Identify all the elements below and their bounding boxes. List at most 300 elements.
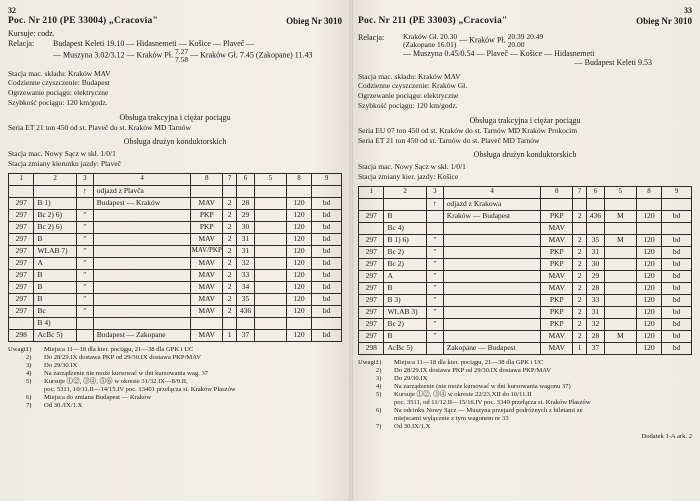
right-rh-blank-3 [541,198,573,210]
cell-c6: 2 [223,209,237,221]
cell-c7: 30 [586,258,604,270]
right-col-num-8a: 8 [541,186,573,198]
cell-c5: MAV [191,257,223,269]
cell-c7: 28 [586,282,604,294]
cell-c4 [93,317,191,329]
cell-c5: PKP [541,318,573,330]
cell-c5: MAV [191,197,223,209]
cell-c1 [9,317,34,329]
left-uwagi-n-3: 4) [26,369,32,377]
right-uwagi-n-5 [376,399,394,407]
cell-c8: M [604,234,636,246]
cell-c6: 2 [573,282,587,294]
table-row [359,210,692,222]
cell-c10: bd [662,306,692,318]
cell-c2: A [384,270,426,282]
cell-c4: Budapest — Kraków [93,197,191,209]
left-info-0: Stacja mac. składu: Kraków MAV [8,68,111,78]
cell-c3: " [426,258,443,270]
cell-c8 [604,306,636,318]
cell-c2: B [34,293,76,305]
cell-c6: 2 [223,269,237,281]
cell-c3 [426,210,443,222]
cell-c6: 2 [573,210,587,222]
cell-c10: bd [312,305,342,317]
cell-c7: 33 [236,269,254,281]
cell-c5: MAV [191,329,223,341]
cell-c10: bd [312,197,342,209]
left-column-number-row [9,173,342,185]
cell-c4 [93,221,191,233]
right-relacja-times [508,33,544,49]
right-uwagi-t-3: Na zarządzenie (nie może kursować w dni kursowania wagonu 37) [394,382,571,390]
cell-c7: 28 [586,330,604,342]
left-info-block [8,69,342,107]
cell-c10: bd [312,281,342,293]
cell-c2: B 3) [384,294,426,306]
cell-c7: 436 [236,305,254,317]
cell-c4 [443,294,541,306]
cell-c1: 297 [9,257,34,269]
cell-c9: 120 [286,257,311,269]
right-info-3: Szybkość pociągu: 120 km/godz. [358,100,458,110]
cell-c8 [254,209,286,221]
table-row [9,209,342,221]
cell-c2: B 4) [34,317,76,329]
cell-c9: 120 [636,294,661,306]
cell-c3 [426,222,443,234]
cell-c6: 2 [573,258,587,270]
left-train-title: Poc. Nr 210 (PE 33004) „Cracovia" [8,16,158,26]
cell-c1: 297 [9,245,34,257]
cell-c6 [223,317,237,329]
right-uwagi-t-7: miejscami wyłącznie z tym wagonem nr 33 [394,414,509,422]
cell-c6: 2 [573,246,587,258]
right-relacja-krakow-gl: Kraków Gł. 20.30 [403,32,458,41]
cell-c10: bd [662,270,692,282]
cell-c4 [93,281,191,293]
cell-c9: 120 [636,318,661,330]
right-header [358,16,692,26]
cell-c10: bd [312,269,342,281]
cell-c10 [312,317,342,329]
cell-c7: 37 [586,342,604,354]
cell-c5: MAV [541,270,573,282]
cell-c9: 120 [636,246,661,258]
right-rh-blank-7 [636,198,661,210]
cell-c5: MAV [191,269,223,281]
cell-c8: M [604,330,636,342]
table-row [9,245,342,257]
cell-c8 [604,294,636,306]
left-relacja-main: Budapest Keleti 19.10 — Hidasnemeti — Košice — Plaveč — [53,39,255,48]
left-uwagi-t-1: Do 28/29.IX dostawa PKP od 29/30.IX dostawa PKP/MAV [44,353,201,361]
cell-c1: 297 [9,209,34,221]
left-uwagi-t-5: poc. 5311, 10/11.II—14/15.IV poc. 13401 przełącza st. Kraków Płaszów [44,385,236,393]
cell-c2: AcBc 5) [34,329,76,341]
left-rh-blank-8 [312,185,342,197]
cell-c5: PKP [191,209,223,221]
cell-c2: Bc [34,305,76,317]
cell-c2: Bc 4) [384,222,426,234]
cell-c4 [93,245,191,257]
cell-c8 [604,270,636,282]
cell-c8 [254,317,286,329]
cell-c1: 297 [9,233,34,245]
right-uwagi-n-8: 7) [376,422,382,430]
cell-c6: 2 [573,270,587,282]
cell-c7: 31 [586,306,604,318]
cell-c6 [573,222,587,234]
right-uwagi-n-4: 5) [376,390,382,398]
cell-c5: MAV/PKP [191,245,223,257]
cell-c6: 2 [223,257,237,269]
table-row [359,306,692,318]
cell-c6: 2 [223,305,237,317]
left-uwagi-n-7: 7) [26,401,32,409]
left-uwagi-n-5 [26,386,44,394]
cell-c7: 34 [236,281,254,293]
cell-c7: 30 [236,221,254,233]
cell-c8 [254,281,286,293]
left-uwagi-block [8,346,342,410]
cell-c3 [426,342,443,354]
table-row [9,257,342,269]
table-row [9,197,342,209]
left-info-2: Ogrzewanie pociągu: elektryczne [8,87,109,97]
right-relacja-time-1: 20.39 [507,32,525,41]
left-relacja-zakopane: (Zakopane) 11.43 [255,50,313,60]
cell-c9: 120 [286,197,311,209]
cell-c4 [443,258,541,270]
right-info-1: Codzienne czyszczenie: Kraków Gł. [358,81,468,91]
cell-c6: 1 [223,329,237,341]
right-traction-title: Obsługa trakcyjna i ciężar pociągu [469,116,581,126]
left-direction-arrow-icon: ↑ [76,185,93,197]
cell-c7: 29 [586,270,604,282]
cell-c9: 120 [286,281,311,293]
cell-c7: 32 [236,257,254,269]
left-col-num-7: 7 [223,173,237,185]
cell-c5: MAV [191,233,223,245]
left-uwagi-n-6: 6) [26,393,32,401]
left-relacja-sub-prefix: — Muszyna 3.02/3.12 — Kraków Pł. [53,50,173,60]
cell-c10: bd [662,258,692,270]
cell-c8 [254,293,286,305]
cell-c5: PKP [541,306,573,318]
right-rh-blank-5 [586,198,604,210]
left-rh-blank-6 [254,185,286,197]
cell-c4 [443,270,541,282]
table-row [9,281,342,293]
cell-c3: " [76,233,93,245]
right-relacja-sub2: — Budapest Keleti 9.53 [574,57,652,67]
table-row [359,318,692,330]
cell-c2: B 1) [34,197,76,209]
cell-c10: bd [662,318,692,330]
left-col-num-10: 9 [312,173,342,185]
cell-c8 [254,197,286,209]
left-obieg-number: Obieg Nr 3010 [286,16,342,26]
cell-c3: " [426,270,443,282]
cell-c5: PKP [541,210,573,222]
table-row [9,317,342,329]
table-row [359,330,692,342]
cell-c10: bd [312,293,342,305]
cell-c3 [76,329,93,341]
cell-c6: 2 [573,234,587,246]
left-header [8,16,342,26]
cell-c4 [93,269,191,281]
cell-c3: " [426,246,443,258]
left-col-num-9: 8 [286,173,311,185]
cell-c2: B [384,282,426,294]
cell-c3: " [426,318,443,330]
cell-c7 [236,317,254,329]
cell-c5: MAV [541,234,573,246]
cell-c4 [443,282,541,294]
cell-c3: " [76,293,93,305]
cell-c2: Bc 2) [384,246,426,258]
right-relacja-main [403,33,692,49]
right-uwagi-t-0: Miejsca 11—18 dla kier. pociągu, 21—38 dla GPK i UC [394,358,544,366]
cell-c10: bd [662,234,692,246]
cell-c5: MAV [191,281,223,293]
left-relacja-label: Relacja: [8,39,35,48]
cell-c3: " [76,281,93,293]
left-route-header-row [9,185,342,197]
table-row [359,270,692,282]
right-relacja-time-3: 20.49 [526,32,544,41]
cell-c6: 2 [223,197,237,209]
cell-c1: 297 [359,210,384,222]
right-stacja-block [358,162,692,182]
cell-c10: bd [662,282,692,294]
left-relacja-krakow-gl: — Kraków Gł. 7.45 [190,50,254,60]
cell-c10: bd [312,245,342,257]
right-col-num-5: 5 [604,186,636,198]
cell-c1: 297 [9,293,34,305]
cell-c3 [76,317,93,329]
cell-c5: MAV [541,282,573,294]
cell-c7: 31 [236,245,254,257]
right-stacja-1: Stacja zmiany kier. jazdy: Košice [358,171,459,181]
left-col-num-4: 4 [93,173,191,185]
right-col-num-4: 4 [443,186,541,198]
cell-c7: 35 [236,293,254,305]
cell-c2: Bc 2) 6) [34,221,76,233]
cell-c10: bd [312,329,342,341]
cell-c1: 297 [359,258,384,270]
left-conductor-title: Obsługa drużyn konduktorskich [123,137,227,147]
left-col-num-3: 3 [76,173,93,185]
right-stacja-0: Stacja mac. Nowy Sącz w skł. 1/0/1 [358,162,466,172]
cell-c5: MAV [541,342,573,354]
cell-c9: 120 [636,306,661,318]
cell-c3: " [76,221,93,233]
right-info-0: Stacja mac. składu: Kraków MAV [358,71,461,81]
cell-c9: 120 [636,342,661,354]
left-uwagi-t-7: Od 30./IX/1.X [44,401,83,409]
cell-c5: PKP [541,294,573,306]
cell-c7 [586,222,604,234]
cell-c9 [636,222,661,234]
cell-c2: B [384,210,426,222]
cell-c9: 120 [636,210,661,222]
cell-c6: 2 [223,245,237,257]
left-col-num-6: 6 [236,173,254,185]
cell-c2: AcBc 5) [384,342,426,354]
left-col-num-1: 1 [9,173,34,185]
left-relacja-times [175,48,188,64]
cell-c3: " [76,305,93,317]
cell-c3: " [426,234,443,246]
cell-c6: 2 [573,330,587,342]
right-relacja-sub: — Muszyna 0.45/0.54 — Plaveč — Košice — Hidasnemeti [403,48,595,58]
cell-c8 [254,305,286,317]
cell-c4 [93,293,191,305]
cell-c4 [443,234,541,246]
cell-c6: 2 [223,233,237,245]
right-col-num-2: 2 [384,186,426,198]
cell-c5: PKP [541,246,573,258]
left-uwagi-t-2: Do 29/30.IX [44,361,78,369]
cell-c10: bd [312,209,342,221]
right-col-num-3: 3 [426,186,443,198]
cell-c5: MAV [191,305,223,317]
cell-c2: B [34,269,76,281]
right-rh-blank-8 [662,198,692,210]
cell-c2: B 1) 6) [384,234,426,246]
cell-c5: PKP [541,258,573,270]
cell-c8 [604,282,636,294]
cell-c6: 2 [223,293,237,305]
right-route-header: odjazd z Krakowa [443,198,541,210]
cell-c3 [76,197,93,209]
cell-c3: " [426,306,443,318]
left-stacja-0: Stacja mac. Nowy Sącz w skł. 1/0/1 [8,149,116,159]
right-uwagi-t-8: Od 30.IX/1.X [394,422,431,430]
left-traction-title: Obsługa trakcyjna i ciężar pociągu [119,113,231,123]
cell-c3: " [76,269,93,281]
table-row [359,258,692,270]
left-route-header: odjazd z Plavča [93,185,191,197]
cell-c5: MAV [541,222,573,234]
cell-c10: bd [662,210,692,222]
cell-c7: 32 [586,318,604,330]
cell-c2: B [34,281,76,293]
cell-c2: Bc 2) [384,258,426,270]
right-uwagi-t-2: Do 29/30.IX [394,374,428,382]
left-rh-blank-5 [236,185,254,197]
left-col-num-8a: 8 [191,173,223,185]
cell-c1: 297 [359,294,384,306]
cell-c6: 2 [573,306,587,318]
right-rh-blank-6 [604,198,636,210]
cell-c4 [443,330,541,342]
right-traction-line-0: Seria EU 07 ton 450 od st. Kraków do st. Tarnów MD Kraków Prokocim [358,126,578,136]
cell-c6: 2 [573,318,587,330]
right-uwagi-label: Uwagi: [358,358,378,366]
cell-c4 [93,257,191,269]
table-row [9,269,342,281]
cell-c8 [254,233,286,245]
table-row [9,233,342,245]
table-row [9,305,342,317]
cell-c10: bd [312,257,342,269]
cell-c8: M [604,210,636,222]
left-uwagi-t-6: Miejsca do zmiana Budapest — Kraków [44,393,152,401]
cell-c1: 297 [9,269,34,281]
left-info-1: Codzienne czyszczenie: Budapest [8,78,110,88]
cell-c1: 297 [359,270,384,282]
right-info-block [358,72,692,110]
cell-c2: A [34,257,76,269]
left-stacja-1: Stacja zmiany kierunku jazdy: Plaveč [8,158,121,168]
right-footer-note: Dodatek 1-A ark. 2 [641,432,692,440]
cell-c4: Zakopane — Budapest [443,342,541,354]
cell-c3: " [426,330,443,342]
cell-c9: 120 [286,233,311,245]
cell-c2: WLAB 3) [384,306,426,318]
table-row [9,329,342,341]
cell-c7: 28 [236,197,254,209]
right-relacja-time-2: 20.00 [507,39,525,49]
cell-c9: 120 [636,270,661,282]
cell-c3: " [426,294,443,306]
left-info-3: Szybkość pociągu: 120 km/godz. [8,97,108,107]
cell-c2: B [384,330,426,342]
left-uwagi-n-2: 3) [26,361,32,369]
right-uwagi-n-7 [376,415,394,423]
cell-c1: 297 [9,281,34,293]
left-uwagi-label: Uwagi: [8,345,28,353]
right-conductor-title: Obsługa drużyn konduktorskich [473,150,577,160]
right-col-num-1: 1 [359,186,384,198]
left-rh-blank-2 [34,185,76,197]
right-uwagi-n-2: 3) [376,374,382,382]
cell-c9: 120 [286,221,311,233]
cell-c4 [443,318,541,330]
cell-c9: 120 [286,329,311,341]
table-row [359,294,692,306]
cell-c9: 120 [286,269,311,281]
cell-c4 [93,305,191,317]
table-row [359,342,692,354]
left-uwagi-n-4: 5) [26,377,32,385]
right-uwagi-block [358,359,692,431]
cell-c2: Bc 2) 6) [34,209,76,221]
left-rh-blank-3 [191,185,223,197]
cell-c9 [286,317,311,329]
right-uwagi-n-1: 2) [376,366,382,374]
cell-c4 [443,222,541,234]
cell-c1: 297 [359,318,384,330]
cell-c9: 120 [286,293,311,305]
left-consist-table [8,173,342,342]
right-col-num-6: 6 [586,186,604,198]
cell-c10: bd [662,246,692,258]
cell-c1 [359,222,384,234]
right-uwagi-t-4: Kursuje ⓵⓶, ⓷⓸ w okresie 22/23.XII do 10/11.II [394,390,532,398]
cell-c1: 297 [359,306,384,318]
right-uwagi-t-6: Na odcinku Nowy Sącz — Muszyna przejazd podróżnych z biletami ze [394,406,583,414]
cell-c9: 120 [636,330,661,342]
left-uwagi-n-1: 2) [26,353,32,361]
right-col-num-9: 8 [636,186,661,198]
right-uwagi-t-1: Do 28/29.IX dostawa PKP od 29/30.IX dostawa PKP/MAV [394,366,551,374]
cell-c7: 35 [586,234,604,246]
